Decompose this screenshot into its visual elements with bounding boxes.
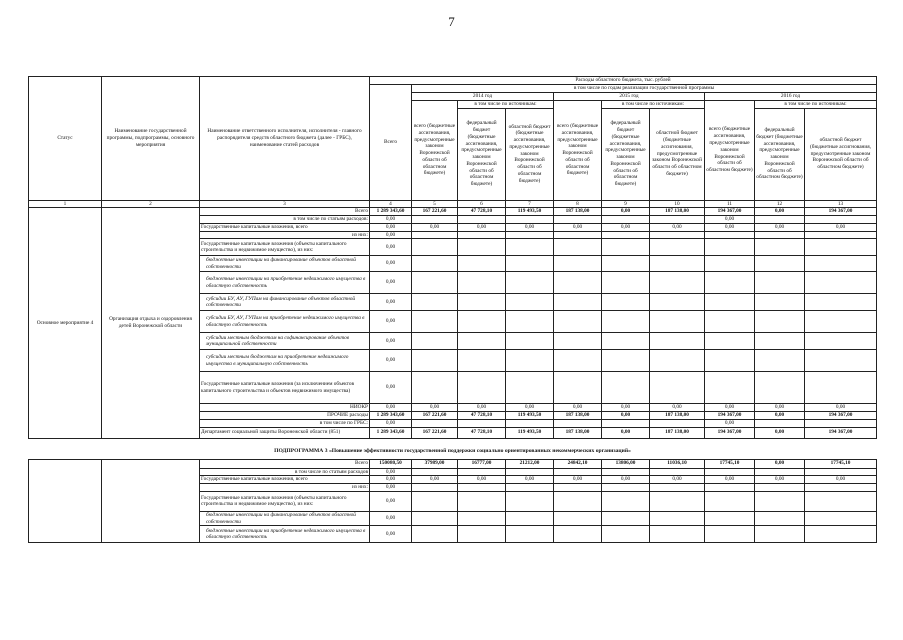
value-cell: 0,00 [705,419,755,427]
value-cell: 0,00 [370,476,412,484]
value-cell [412,256,458,272]
value-cell [705,272,755,294]
value-cell: 194 367,00 [705,208,755,216]
header-regional-2014: областной бюджет (бюджетные ассигнования, предусмотренные законом Воронежской области об областном бюджете) [506,108,554,200]
value-cell [458,419,506,427]
value-cell [805,333,877,350]
subprogram-title: ПОДПРОГРАММА 3 «Повышение эффективности государственной поддержки социально ориентированных некоммерческих организаций» [274,448,631,455]
value-cell [805,216,877,224]
table-row [29,459,877,468]
value-cell: 187 138,00 [554,427,602,438]
value-cell [805,231,877,239]
value-cell [412,511,458,526]
row-label: в том числе по статьям расходов [200,468,370,476]
value-cell: 194 367,00 [805,412,877,420]
value-cell: 0,00 [458,476,506,484]
value-cell [755,372,805,404]
row-label: Государственные капитальные вложения (за исключением объектов капитального строительства и объектов недвижимого имущества) [200,372,370,404]
header-all-2016: всего (бюджетные ассигнования, предусмотренные законом Воронежской области об областном бюджете) [705,100,755,200]
value-cell [705,350,755,372]
value-cell [506,239,554,256]
value-cell: 0,00 [506,476,554,484]
value-cell [458,468,506,476]
row-label: Государственные капитальные вложения (объекты капитального строительства и недвижимое имущество), из них: [200,491,370,511]
value-cell [602,333,650,350]
row-label: Всего [200,459,370,468]
column-number: 11 [705,200,755,208]
value-cell [805,526,877,543]
value-cell: 119 493,50 [506,412,554,420]
value-cell: 0,00 [370,311,412,333]
value-cell: 0,00 [370,372,412,404]
value-cell [412,350,458,372]
value-cell: 16777,00 [458,459,506,468]
value-cell [650,333,705,350]
value-cell: 0,00 [370,350,412,372]
value-cell: 0,00 [705,223,755,231]
value-cell: 0,00 [650,476,705,484]
row-label: бюджетные инвестиции на приобретение недвижимого имущества в областную собственность [200,272,370,294]
value-cell: 37989,00 [412,459,458,468]
row-label: субсидии БУ, АУ, ГУПам на приобретение недвижимого имущества в областную собственность [200,311,370,333]
row-label: ПРОЧИЕ расходы [200,412,370,420]
value-cell [554,491,602,511]
value-cell [412,468,458,476]
value-cell [755,484,805,492]
value-cell: 13806,00 [602,459,650,468]
value-cell: 17745,10 [705,459,755,468]
subprogram-row [29,445,877,460]
value-cell [805,311,877,333]
value-cell: 0,00 [412,476,458,484]
value-cell: 0,00 [412,223,458,231]
value-cell [554,256,602,272]
value-cell [755,350,805,372]
value-cell: 119 493,50 [506,427,554,438]
value-cell: 0,00 [805,223,877,231]
value-cell [650,239,705,256]
value-cell [650,311,705,333]
column-number: 12 [755,200,805,208]
value-cell [602,372,650,404]
value-cell [458,350,506,372]
header-all-2015: всего (бюджетные ассигнования, предусмотренные законом Воронежской области об областном бюджете) [554,100,602,200]
value-cell: 194 367,00 [705,427,755,438]
value-cell: 0,00 [458,223,506,231]
value-cell [705,468,755,476]
value-cell [755,333,805,350]
column-number: 8 [554,200,602,208]
value-cell [755,256,805,272]
value-cell [412,484,458,492]
value-cell [805,350,877,372]
value-cell: 0,00 [370,484,412,492]
header-sources-2015: в том числе по источникам: [602,100,705,108]
header-federal-2014: федеральный бюджет (бюджетные ассигнования, предусмотренные законом Воронежской области об областном бюджете) [458,108,506,200]
value-cell: 0,00 [370,526,412,543]
value-cell: 0,00 [755,427,805,438]
program-cell: Организация отдыха и оздоровления детей Воронежской области [102,208,200,438]
value-cell: 0,00 [650,404,705,412]
row-label: бюджетные инвестиции на финансирование объектов областной собственности [200,511,370,526]
row-label: Государственные капитальные вложения (объекты капитального строительства и недвижимое имущество), из них: [200,239,370,256]
value-cell [705,294,755,311]
column-numbers-row [29,200,877,208]
value-cell: 0,00 [458,404,506,412]
value-cell [805,491,877,511]
value-cell: 0,00 [370,491,412,511]
status-cell: Основное мероприятие 4 [29,208,102,438]
column-number: 5 [412,200,458,208]
value-cell [554,372,602,404]
value-cell [705,526,755,543]
value-cell [412,333,458,350]
value-cell: 0,00 [755,208,805,216]
row-label: из них: [200,231,370,239]
value-cell: 0,00 [370,256,412,272]
header-year-2015: 2015 год [554,93,705,101]
header-regional-2015: областной бюджет (бюджетные ассигнования, предусмотренные законом Воронежской области об областном бюджете) [650,108,705,200]
column-number: 13 [805,200,877,208]
value-cell [602,239,650,256]
value-cell [650,491,705,511]
value-cell: 47 728,10 [458,427,506,438]
value-cell [554,484,602,492]
value-cell [412,294,458,311]
value-cell: 0,00 [370,216,412,224]
value-cell [755,419,805,427]
value-cell [554,419,602,427]
value-cell [805,294,877,311]
row-label: в том числе по ГРБС: [200,419,370,427]
row-label: Всего [200,208,370,216]
value-cell: 167 221,60 [412,412,458,420]
value-cell: 0,00 [705,476,755,484]
value-cell [650,526,705,543]
value-cell: 150080,50 [370,459,412,468]
value-cell: 0,00 [705,404,755,412]
value-cell [554,333,602,350]
value-cell [506,419,554,427]
value-cell [506,511,554,526]
value-cell: 21212,00 [506,459,554,468]
value-cell [805,239,877,256]
value-cell [602,526,650,543]
row-label: субсидии местным бюджетам на приобретение недвижимого имущества в муниципальную собственность [200,350,370,372]
value-cell [458,239,506,256]
value-cell [458,484,506,492]
budget-table-sheet [28,76,876,543]
value-cell: 194 367,00 [705,412,755,420]
header-status: Статус [29,77,102,201]
value-cell [602,231,650,239]
value-cell: 0,00 [805,404,877,412]
row-label: бюджетные инвестиции на приобретение недвижимого имущества в областную собственность [200,526,370,543]
column-number: 2 [102,200,200,208]
value-cell: 194 367,00 [805,427,877,438]
value-cell [650,294,705,311]
value-cell [650,419,705,427]
header-by-years: в том числе по годам реализации государственной программы [412,85,877,93]
value-cell [458,311,506,333]
value-cell [412,239,458,256]
value-cell [554,311,602,333]
value-cell [755,216,805,224]
row-label: Государственные капитальные вложения, всего [200,223,370,231]
row-label: Департамент социальной защиты Воронежской области (851) [200,427,370,438]
row-label: в том числе по статьям расходов: [200,216,370,224]
value-cell: 1 289 343,60 [370,208,412,216]
value-cell [506,491,554,511]
value-cell: 0,00 [705,216,755,224]
header-program-name: Наименование государственной программы, подпрограммы, основного мероприятия [102,77,200,201]
value-cell: 0,00 [755,459,805,468]
status-cell [29,459,102,543]
value-cell [506,333,554,350]
value-cell: 187 138,00 [650,208,705,216]
value-cell [602,484,650,492]
value-cell: 194 367,00 [805,208,877,216]
value-cell [650,256,705,272]
value-cell [602,311,650,333]
value-cell: 0,00 [602,412,650,420]
value-cell: 0,00 [755,404,805,412]
value-cell: 1 289 343,60 [370,427,412,438]
value-cell [554,511,602,526]
value-cell [650,272,705,294]
value-cell [602,350,650,372]
value-cell [755,526,805,543]
header-expenses: Расходы областного бюджета, тыс. рублей [370,77,877,85]
header-federal-2015: федеральный бюджет (бюджетные ассигнования, предусмотренные законом Воронежской области об областном бюджете) [602,108,650,200]
value-cell [650,372,705,404]
value-cell: 0,00 [602,223,650,231]
value-cell [506,256,554,272]
value-cell [458,294,506,311]
value-cell [412,372,458,404]
value-cell [554,216,602,224]
value-cell [554,526,602,543]
value-cell: 0,00 [370,333,412,350]
value-cell [602,294,650,311]
value-cell: 0,00 [370,419,412,427]
value-cell [554,350,602,372]
value-cell [458,526,506,543]
value-cell [506,484,554,492]
value-cell [755,468,805,476]
value-cell [554,272,602,294]
value-cell [805,511,877,526]
value-cell [650,468,705,476]
row-label: Государственные капитальные вложения, всего [200,476,370,484]
value-cell [458,491,506,511]
value-cell: 0,00 [412,404,458,412]
value-cell: 0,00 [554,476,602,484]
value-cell [705,511,755,526]
value-cell: 0,00 [506,223,554,231]
value-cell [506,231,554,239]
value-cell [412,526,458,543]
value-cell [412,272,458,294]
value-cell: 0,00 [370,239,412,256]
value-cell: 0,00 [554,223,602,231]
value-cell [458,272,506,294]
value-cell [412,419,458,427]
value-cell [705,256,755,272]
value-cell: 17745,10 [805,459,877,468]
value-cell [602,468,650,476]
column-number: 4 [370,200,412,208]
value-cell: 0,00 [805,476,877,484]
value-cell [602,216,650,224]
header-sources-2014: в том числе по источникам: [458,100,554,108]
value-cell [458,231,506,239]
column-number: 9 [602,200,650,208]
header-total: Всего [370,85,412,201]
value-cell: 187 138,00 [554,412,602,420]
value-cell [458,333,506,350]
value-cell: 0,00 [602,208,650,216]
value-cell: 0,00 [602,476,650,484]
row-label: бюджетные инвестиции на финансирование объектов областной собственности [200,256,370,272]
value-cell [412,311,458,333]
value-cell [506,372,554,404]
value-cell [705,372,755,404]
value-cell: 0,00 [370,294,412,311]
value-cell [602,511,650,526]
value-cell [650,231,705,239]
value-cell: 0,00 [370,404,412,412]
row-label: НИОКР [200,404,370,412]
value-cell: 11036,10 [650,459,705,468]
value-cell [755,231,805,239]
header-year-2016: 2016 год [705,93,877,101]
value-cell [755,311,805,333]
value-cell [412,216,458,224]
header-all-2014: всего (бюджетные ассигнования, предусмотренные законом Воронежской области об областном бюджете) [412,100,458,200]
header-executor-name: Наименование ответственного исполнителя, исполнителя - главного распорядителя средств областного бюджета (далее - ГРБС), наименование статей расходов [200,77,370,201]
value-cell [458,372,506,404]
value-cell: 0,00 [755,412,805,420]
value-cell: 0,00 [370,272,412,294]
value-cell [554,239,602,256]
column-number: 10 [650,200,705,208]
value-cell [506,294,554,311]
value-cell [705,491,755,511]
value-cell: 0,00 [370,231,412,239]
value-cell [412,231,458,239]
value-cell: 187 138,00 [650,412,705,420]
value-cell [755,272,805,294]
value-cell [506,311,554,333]
value-cell: 0,00 [506,404,554,412]
value-cell: 0,00 [554,404,602,412]
column-number: 1 [29,200,102,208]
value-cell [805,272,877,294]
value-cell: 167 221,60 [412,208,458,216]
value-cell: 167 221,60 [412,427,458,438]
value-cell: 47 728,10 [458,208,506,216]
value-cell: 119 493,50 [506,208,554,216]
value-cell [705,333,755,350]
program-cell [102,459,200,543]
value-cell [506,350,554,372]
header-year-2014: 2014 год [412,93,554,101]
value-cell: 24842,10 [554,459,602,468]
value-cell [705,231,755,239]
page-number: 7 [448,14,455,29]
header-regional-2016: областной бюджет (бюджетные ассигнования, предусмотренные законом Воронежской области об областном бюджете) [805,108,877,200]
row-label: субсидии БУ, АУ, ГУПам на финансирование объектов областной собственности [200,294,370,311]
value-cell [458,216,506,224]
value-cell [554,231,602,239]
table-row [29,208,877,216]
budget-table [28,76,877,543]
value-cell [554,294,602,311]
value-cell [805,484,877,492]
value-cell [602,419,650,427]
value-cell [705,484,755,492]
value-cell: 187 138,00 [650,427,705,438]
value-cell [506,526,554,543]
row-label: из них: [200,484,370,492]
value-cell [506,216,554,224]
value-cell [602,256,650,272]
header-federal-2016: федеральный бюджет (бюджетные ассигнования, предусмотренные законом Воронежской области об областном бюджете) [755,108,805,200]
value-cell [458,256,506,272]
value-cell: 187 138,00 [554,208,602,216]
column-number: 6 [458,200,506,208]
value-cell: 0,00 [602,427,650,438]
value-cell [650,350,705,372]
value-cell [650,484,705,492]
value-cell [412,491,458,511]
column-number: 3 [200,200,370,208]
value-cell: 0,00 [370,223,412,231]
value-cell [602,272,650,294]
value-cell: 0,00 [370,468,412,476]
value-cell [650,216,705,224]
value-cell [554,468,602,476]
value-cell [705,311,755,333]
value-cell [650,511,705,526]
row-label: субсидии местным бюджетам на софинансирование объектов муниципальной собственности [200,333,370,350]
value-cell: 0,00 [755,223,805,231]
value-cell [755,491,805,511]
value-cell: 0,00 [370,511,412,526]
value-cell [805,468,877,476]
value-cell: 0,00 [755,476,805,484]
header-sources-2016: в том числе по источникам: [755,100,877,108]
value-cell [805,419,877,427]
value-cell: 1 289 343,60 [370,412,412,420]
value-cell: 0,00 [650,223,705,231]
value-cell [755,511,805,526]
value-cell [602,491,650,511]
column-number: 7 [506,200,554,208]
value-cell [506,468,554,476]
value-cell [755,294,805,311]
value-cell: 0,00 [602,404,650,412]
value-cell: 47 728,10 [458,412,506,420]
value-cell [805,372,877,404]
value-cell [755,239,805,256]
value-cell [705,239,755,256]
value-cell [805,256,877,272]
value-cell [506,272,554,294]
value-cell [458,511,506,526]
